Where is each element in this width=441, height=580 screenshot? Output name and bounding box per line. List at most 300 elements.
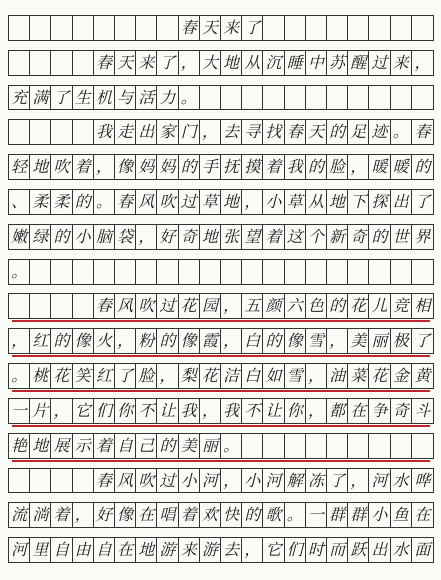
grid-cell: 好 <box>94 503 115 527</box>
grid-cell: 六 <box>285 294 306 318</box>
grid-cell: ， <box>221 294 242 318</box>
grid-cell <box>30 120 51 144</box>
grid-cell: 水 <box>391 538 412 562</box>
grid-cell: 苏 <box>327 51 348 75</box>
grid-cell <box>391 260 412 284</box>
grid-cell: 。 <box>391 120 412 144</box>
grid-cell: 醒 <box>348 51 369 75</box>
grid-cell: 找 <box>263 120 284 144</box>
grid-cell: 河 <box>9 538 30 562</box>
grid-cell <box>30 260 51 284</box>
grid-cell: 着 <box>73 155 94 179</box>
grid-cell: 地 <box>327 190 348 214</box>
grid-cell: 春 <box>414 122 431 142</box>
grid-cell: 生 <box>73 86 94 110</box>
grid-cell: 的 <box>51 225 72 249</box>
grid-cell: ， <box>221 469 242 493</box>
grid-cell: 张 <box>221 225 242 249</box>
grid-cell: 春 <box>285 120 306 144</box>
grid-cell: 。 <box>285 503 306 527</box>
grid-cell: 望 <box>242 225 263 249</box>
grid-cell <box>327 260 348 284</box>
grid-cell: 脑 <box>94 225 115 249</box>
grid-cell <box>9 120 30 144</box>
grid-cell: 过 <box>179 190 200 214</box>
grid-cell: 唱 <box>157 503 178 527</box>
grid-cell: 自 <box>94 538 115 562</box>
grid-cell: 河 <box>263 469 284 493</box>
grid-cell: 了 <box>414 191 431 211</box>
grid-cell: 足 <box>348 120 369 144</box>
grid-cell <box>348 86 369 110</box>
grid-cell: 美 <box>348 329 369 353</box>
grid-cell <box>30 51 51 75</box>
grid-cell <box>200 86 221 110</box>
grid-row <box>8 50 434 76</box>
grid-cell: 脸 <box>136 364 157 388</box>
grid-cell: 们 <box>285 538 306 562</box>
grid-row <box>8 259 434 285</box>
grid-cell: 的 <box>179 155 200 179</box>
grid-cell: 绿 <box>30 225 51 249</box>
grid-cell: 地 <box>136 538 157 562</box>
grid-cell: 了 <box>414 331 431 351</box>
grid-cell: 己 <box>136 434 157 458</box>
red-underline <box>12 425 430 427</box>
grid-cell <box>391 434 412 458</box>
grid-cell: 的 <box>327 120 348 144</box>
grid-cell: 它 <box>73 399 94 423</box>
grid-cell <box>73 51 94 75</box>
grid-cell: 袋 <box>115 225 136 249</box>
grid-cell: 五 <box>242 294 263 318</box>
grid-cell: ， <box>9 329 30 353</box>
grid-cell <box>412 86 433 110</box>
grid-cell <box>306 260 327 284</box>
grid-cell: 着 <box>263 225 284 249</box>
grid-cell <box>30 294 51 318</box>
grid-cell: 河 <box>369 469 390 493</box>
grid-cell: 活 <box>136 86 157 110</box>
grid-cell <box>51 260 72 284</box>
grid-cell: ， <box>94 155 115 179</box>
grid-row <box>8 363 434 389</box>
grid-cell: 的 <box>51 329 72 353</box>
grid-row <box>8 154 434 180</box>
grid-cell <box>30 469 51 493</box>
grid-cell: 火 <box>94 329 115 353</box>
grid-row <box>8 537 434 563</box>
grid-cell: ， <box>306 364 327 388</box>
grid-cell: 地 <box>200 225 221 249</box>
grid-cell: ， <box>136 225 157 249</box>
grid-cell <box>263 86 284 110</box>
grid-cell: ， <box>348 155 369 179</box>
grid-cell <box>348 434 369 458</box>
grid-cell: 充 <box>9 86 30 110</box>
grid-cell <box>115 16 136 40</box>
grid-cell: 着 <box>263 155 284 179</box>
grid-cell: 满 <box>30 86 51 110</box>
grid-cell: 菜 <box>348 364 369 388</box>
grid-cell: 像 <box>115 503 136 527</box>
grid-cell <box>263 434 284 458</box>
grid-cell: 暖 <box>369 155 390 179</box>
grid-cell: 嫩 <box>9 225 30 249</box>
grid-cell: ， <box>306 399 327 423</box>
grid-cell: 花 <box>179 294 200 318</box>
grid-cell <box>51 469 72 493</box>
grid-cell: 地 <box>221 190 242 214</box>
grid-cell: 世 <box>391 225 412 249</box>
grid-cell <box>9 469 30 493</box>
grid-cell: 这 <box>285 225 306 249</box>
grid-cell: 门 <box>179 120 200 144</box>
grid-cell: 在 <box>115 538 136 562</box>
grid-cell: 由 <box>73 538 94 562</box>
grid-cell: 好 <box>157 225 178 249</box>
grid-cell: 它 <box>263 538 284 562</box>
grid-row <box>8 328 434 354</box>
grid-cell: 个 <box>306 225 327 249</box>
grid-cell: 像 <box>115 155 136 179</box>
grid-cell <box>285 260 306 284</box>
grid-cell: 不 <box>136 399 157 423</box>
grid-cell: 。 <box>221 434 242 458</box>
grid-cell: 睡 <box>285 51 306 75</box>
grid-cell: 游 <box>200 538 221 562</box>
grid-cell: 柔 <box>51 190 72 214</box>
grid-cell: 而 <box>327 538 348 562</box>
grid-cell: 红 <box>94 364 115 388</box>
grid-cell: 从 <box>242 51 263 75</box>
grid-cell: 着 <box>51 503 72 527</box>
grid-cell: 河 <box>200 469 221 493</box>
grid-row <box>8 293 434 319</box>
grid-cell <box>306 86 327 110</box>
grid-cell: 妈 <box>157 155 178 179</box>
grid-cell: 霞 <box>200 329 221 353</box>
grid-cell: 过 <box>157 469 178 493</box>
grid-cell: 洁 <box>221 364 242 388</box>
grid-cell: 妈 <box>136 155 157 179</box>
grid-cell: 你 <box>285 399 306 423</box>
grid-cell: 了 <box>242 16 263 40</box>
grid-cell: 风 <box>115 294 136 318</box>
grid-cell <box>136 260 157 284</box>
grid-cell: 粉 <box>136 329 157 353</box>
grid-row <box>8 502 434 528</box>
red-underline <box>12 390 430 392</box>
grid-cell <box>94 16 115 40</box>
grid-cell: 如 <box>263 364 284 388</box>
grid-cell: ， <box>51 399 72 423</box>
grid-cell <box>51 16 72 40</box>
grid-cell <box>242 434 263 458</box>
grid-cell: 白 <box>242 329 263 353</box>
grid-cell: 在 <box>136 503 157 527</box>
grid-cell: 像 <box>73 329 94 353</box>
grid-cell: 桃 <box>30 364 51 388</box>
grid-cell: 的 <box>157 329 178 353</box>
grid-cell: 笑 <box>73 364 94 388</box>
grid-cell: 我 <box>285 155 306 179</box>
grid-cell: 机 <box>94 86 115 110</box>
grid-cell: 界 <box>414 226 431 246</box>
grid-cell: 与 <box>115 86 136 110</box>
grid-cell: 自 <box>115 434 136 458</box>
grid-cell <box>263 16 284 40</box>
grid-cell: ， <box>221 329 242 353</box>
grid-cell: 白 <box>242 364 263 388</box>
grid-cell: 相 <box>414 296 431 316</box>
grid-cell: 金 <box>391 364 412 388</box>
grid-cell: 黄 <box>414 366 431 386</box>
grid-cell: 花 <box>348 294 369 318</box>
grid-cell: 了 <box>327 469 348 493</box>
grid-cell: 的 <box>414 157 431 177</box>
grid-cell <box>263 260 284 284</box>
grid-cell <box>73 294 94 318</box>
grid-cell: 奇 <box>391 399 412 423</box>
grid-cell <box>9 51 30 75</box>
grid-cell: 我 <box>179 399 200 423</box>
grid-cell: 的 <box>369 225 390 249</box>
grid-cell: 我 <box>94 120 115 144</box>
grid-cell: 春 <box>94 51 115 75</box>
grid-cell: 像 <box>285 329 306 353</box>
grid-cell: ， <box>200 399 221 423</box>
grid-cell: 园 <box>200 294 221 318</box>
grid-cell: ， <box>73 503 94 527</box>
grid-cell: 春 <box>115 190 136 214</box>
grid-cell: 歌 <box>263 503 284 527</box>
grid-cell: 走 <box>115 120 136 144</box>
red-underline <box>12 320 430 322</box>
grid-cell: 地 <box>221 51 242 75</box>
grid-cell: 着 <box>179 503 200 527</box>
grid-cell: 过 <box>157 294 178 318</box>
grid-cell: 像 <box>179 329 200 353</box>
grid-cell: 冻 <box>306 469 327 493</box>
grid-cell <box>369 86 390 110</box>
grid-cell: 、 <box>9 190 30 214</box>
grid-cell <box>30 16 51 40</box>
grid-cell: 小 <box>369 503 390 527</box>
grid-cell: 吹 <box>136 294 157 318</box>
grid-cell: 抚 <box>221 155 242 179</box>
grid-cell: 脸 <box>327 155 348 179</box>
grid-cell: 从 <box>306 190 327 214</box>
grid-cell: 极 <box>391 329 412 353</box>
grid-cell: 哗 <box>414 470 431 490</box>
grid-cell <box>327 16 348 40</box>
grid-cell <box>242 260 263 284</box>
grid-cell: 色 <box>306 294 327 318</box>
grid-cell <box>157 16 178 40</box>
grid-cell: 草 <box>200 190 221 214</box>
grid-cell <box>221 86 242 110</box>
grid-cell: 。 <box>179 86 200 110</box>
grid-cell: ， <box>179 51 200 75</box>
grid-cell: 风 <box>115 469 136 493</box>
grid-cell: 吹 <box>51 155 72 179</box>
red-underline <box>12 460 430 462</box>
grid-cell: 下 <box>348 190 369 214</box>
grid-cell: 去 <box>221 120 242 144</box>
grid-cell: 的 <box>327 294 348 318</box>
grid-cell: 。 <box>9 260 30 284</box>
grid-cell: 在 <box>348 399 369 423</box>
grid-cell: 吹 <box>157 190 178 214</box>
grid-cell: 片 <box>30 399 51 423</box>
grid-cell: 来 <box>221 16 242 40</box>
grid-cell: 颜 <box>263 294 284 318</box>
grid-cell: 过 <box>369 51 390 75</box>
grid-cell: 暖 <box>391 155 412 179</box>
grid-cell: 的 <box>263 329 284 353</box>
grid-cell: 竞 <box>391 294 412 318</box>
grid-cell: 群 <box>327 503 348 527</box>
grid-cell: 中 <box>306 51 327 75</box>
grid-cell: 面 <box>414 540 431 560</box>
grid-cell <box>200 260 221 284</box>
grid-cell: ， <box>157 364 178 388</box>
grid-cell <box>306 434 327 458</box>
grid-cell <box>391 16 412 40</box>
grid-cell: 一 <box>9 399 30 423</box>
grid-cell: 群 <box>348 503 369 527</box>
grid-cell <box>348 260 369 284</box>
grid-cell: 里 <box>30 538 51 562</box>
grid-cell: 们 <box>94 399 115 423</box>
grid-cell: 你 <box>115 399 136 423</box>
red-underline <box>12 355 430 357</box>
grid-cell <box>348 16 369 40</box>
grid-cell: 奇 <box>348 225 369 249</box>
grid-cell: 花 <box>369 364 390 388</box>
grid-cell: 红 <box>30 329 51 353</box>
grid-cell <box>242 86 263 110</box>
grid-cell: 家 <box>157 120 178 144</box>
grid-cell: 游 <box>157 538 178 562</box>
grid-cell <box>9 16 30 40</box>
grid-cell: 小 <box>263 190 284 214</box>
grid-cell: 雪 <box>306 329 327 353</box>
grid-cell <box>369 434 390 458</box>
grid-cell <box>306 16 327 40</box>
grid-cell: 儿 <box>369 294 390 318</box>
grid-cell: 春 <box>94 294 115 318</box>
grid-cell <box>73 260 94 284</box>
grid-cell <box>73 469 94 493</box>
grid-cell <box>327 86 348 110</box>
grid-cell: 着 <box>94 434 115 458</box>
grid-cell: 了 <box>115 364 136 388</box>
grid-cell <box>412 260 433 284</box>
grid-cell: 风 <box>136 190 157 214</box>
grid-cell: 梨 <box>179 364 200 388</box>
grid-cell: 春 <box>179 16 200 40</box>
grid-cell <box>327 434 348 458</box>
grid-cell: 让 <box>263 399 284 423</box>
grid-cell <box>412 16 433 40</box>
grid-cell: ， <box>414 52 431 72</box>
grid-cell: 出 <box>391 190 412 214</box>
grid-cell: ， <box>348 469 369 493</box>
grid-cell <box>51 51 72 75</box>
grid-cell: 在 <box>414 505 431 525</box>
grid-row <box>8 85 434 111</box>
grid-cell <box>157 260 178 284</box>
grid-row <box>8 15 434 41</box>
grid-cell: 展 <box>51 434 72 458</box>
grid-cell: 示 <box>73 434 94 458</box>
grid-cell <box>221 260 242 284</box>
grid-cell: 鱼 <box>391 503 412 527</box>
grid-cell: 丽 <box>369 329 390 353</box>
grid-cell: 水 <box>391 469 412 493</box>
grid-cell: 柔 <box>30 190 51 214</box>
grid-row <box>8 189 434 215</box>
grid-cell <box>51 120 72 144</box>
grid-cell <box>73 16 94 40</box>
grid-cell <box>285 434 306 458</box>
grid-cell: 淌 <box>30 503 51 527</box>
grid-cell: 寻 <box>242 120 263 144</box>
grid-cell: 大 <box>200 51 221 75</box>
grid-cell: 争 <box>369 399 390 423</box>
grid-row <box>8 433 434 459</box>
grid-cell: 斗 <box>414 400 431 420</box>
grid-cell: 快 <box>221 503 242 527</box>
grid-cell: 天 <box>306 120 327 144</box>
grid-cell: 的 <box>242 503 263 527</box>
grid-cell: 去 <box>221 538 242 562</box>
grid-cell: 欢 <box>200 503 221 527</box>
grid-cell <box>94 260 115 284</box>
grid-cell <box>285 86 306 110</box>
grid-cell: 自 <box>51 538 72 562</box>
grid-cell: ， <box>327 329 348 353</box>
grid-cell: 让 <box>157 399 178 423</box>
grid-row <box>8 468 434 494</box>
grid-cell: 沉 <box>263 51 284 75</box>
grid-cell <box>73 120 94 144</box>
grid-cell: 摸 <box>242 155 263 179</box>
grid-cell: 小 <box>179 469 200 493</box>
grid-cell <box>136 16 157 40</box>
grid-cell: 油 <box>327 364 348 388</box>
grid-cell: ， <box>115 329 136 353</box>
grid-cell: 草 <box>285 190 306 214</box>
grid-cell: 。 <box>9 364 30 388</box>
grid-cell <box>9 294 30 318</box>
grid-cell: 探 <box>369 190 390 214</box>
grid-cell: 小 <box>73 225 94 249</box>
grid-cell: 我 <box>221 399 242 423</box>
grid-cell: 解 <box>285 469 306 493</box>
grid-cell <box>179 260 200 284</box>
grid-cell: 地 <box>30 155 51 179</box>
grid-cell: 来 <box>179 538 200 562</box>
grid-cell <box>115 260 136 284</box>
grid-cell: 力 <box>157 86 178 110</box>
grid-cell: 出 <box>136 120 157 144</box>
grid-cell <box>285 16 306 40</box>
grid-cell <box>369 16 390 40</box>
grid-cell: 花 <box>51 364 72 388</box>
